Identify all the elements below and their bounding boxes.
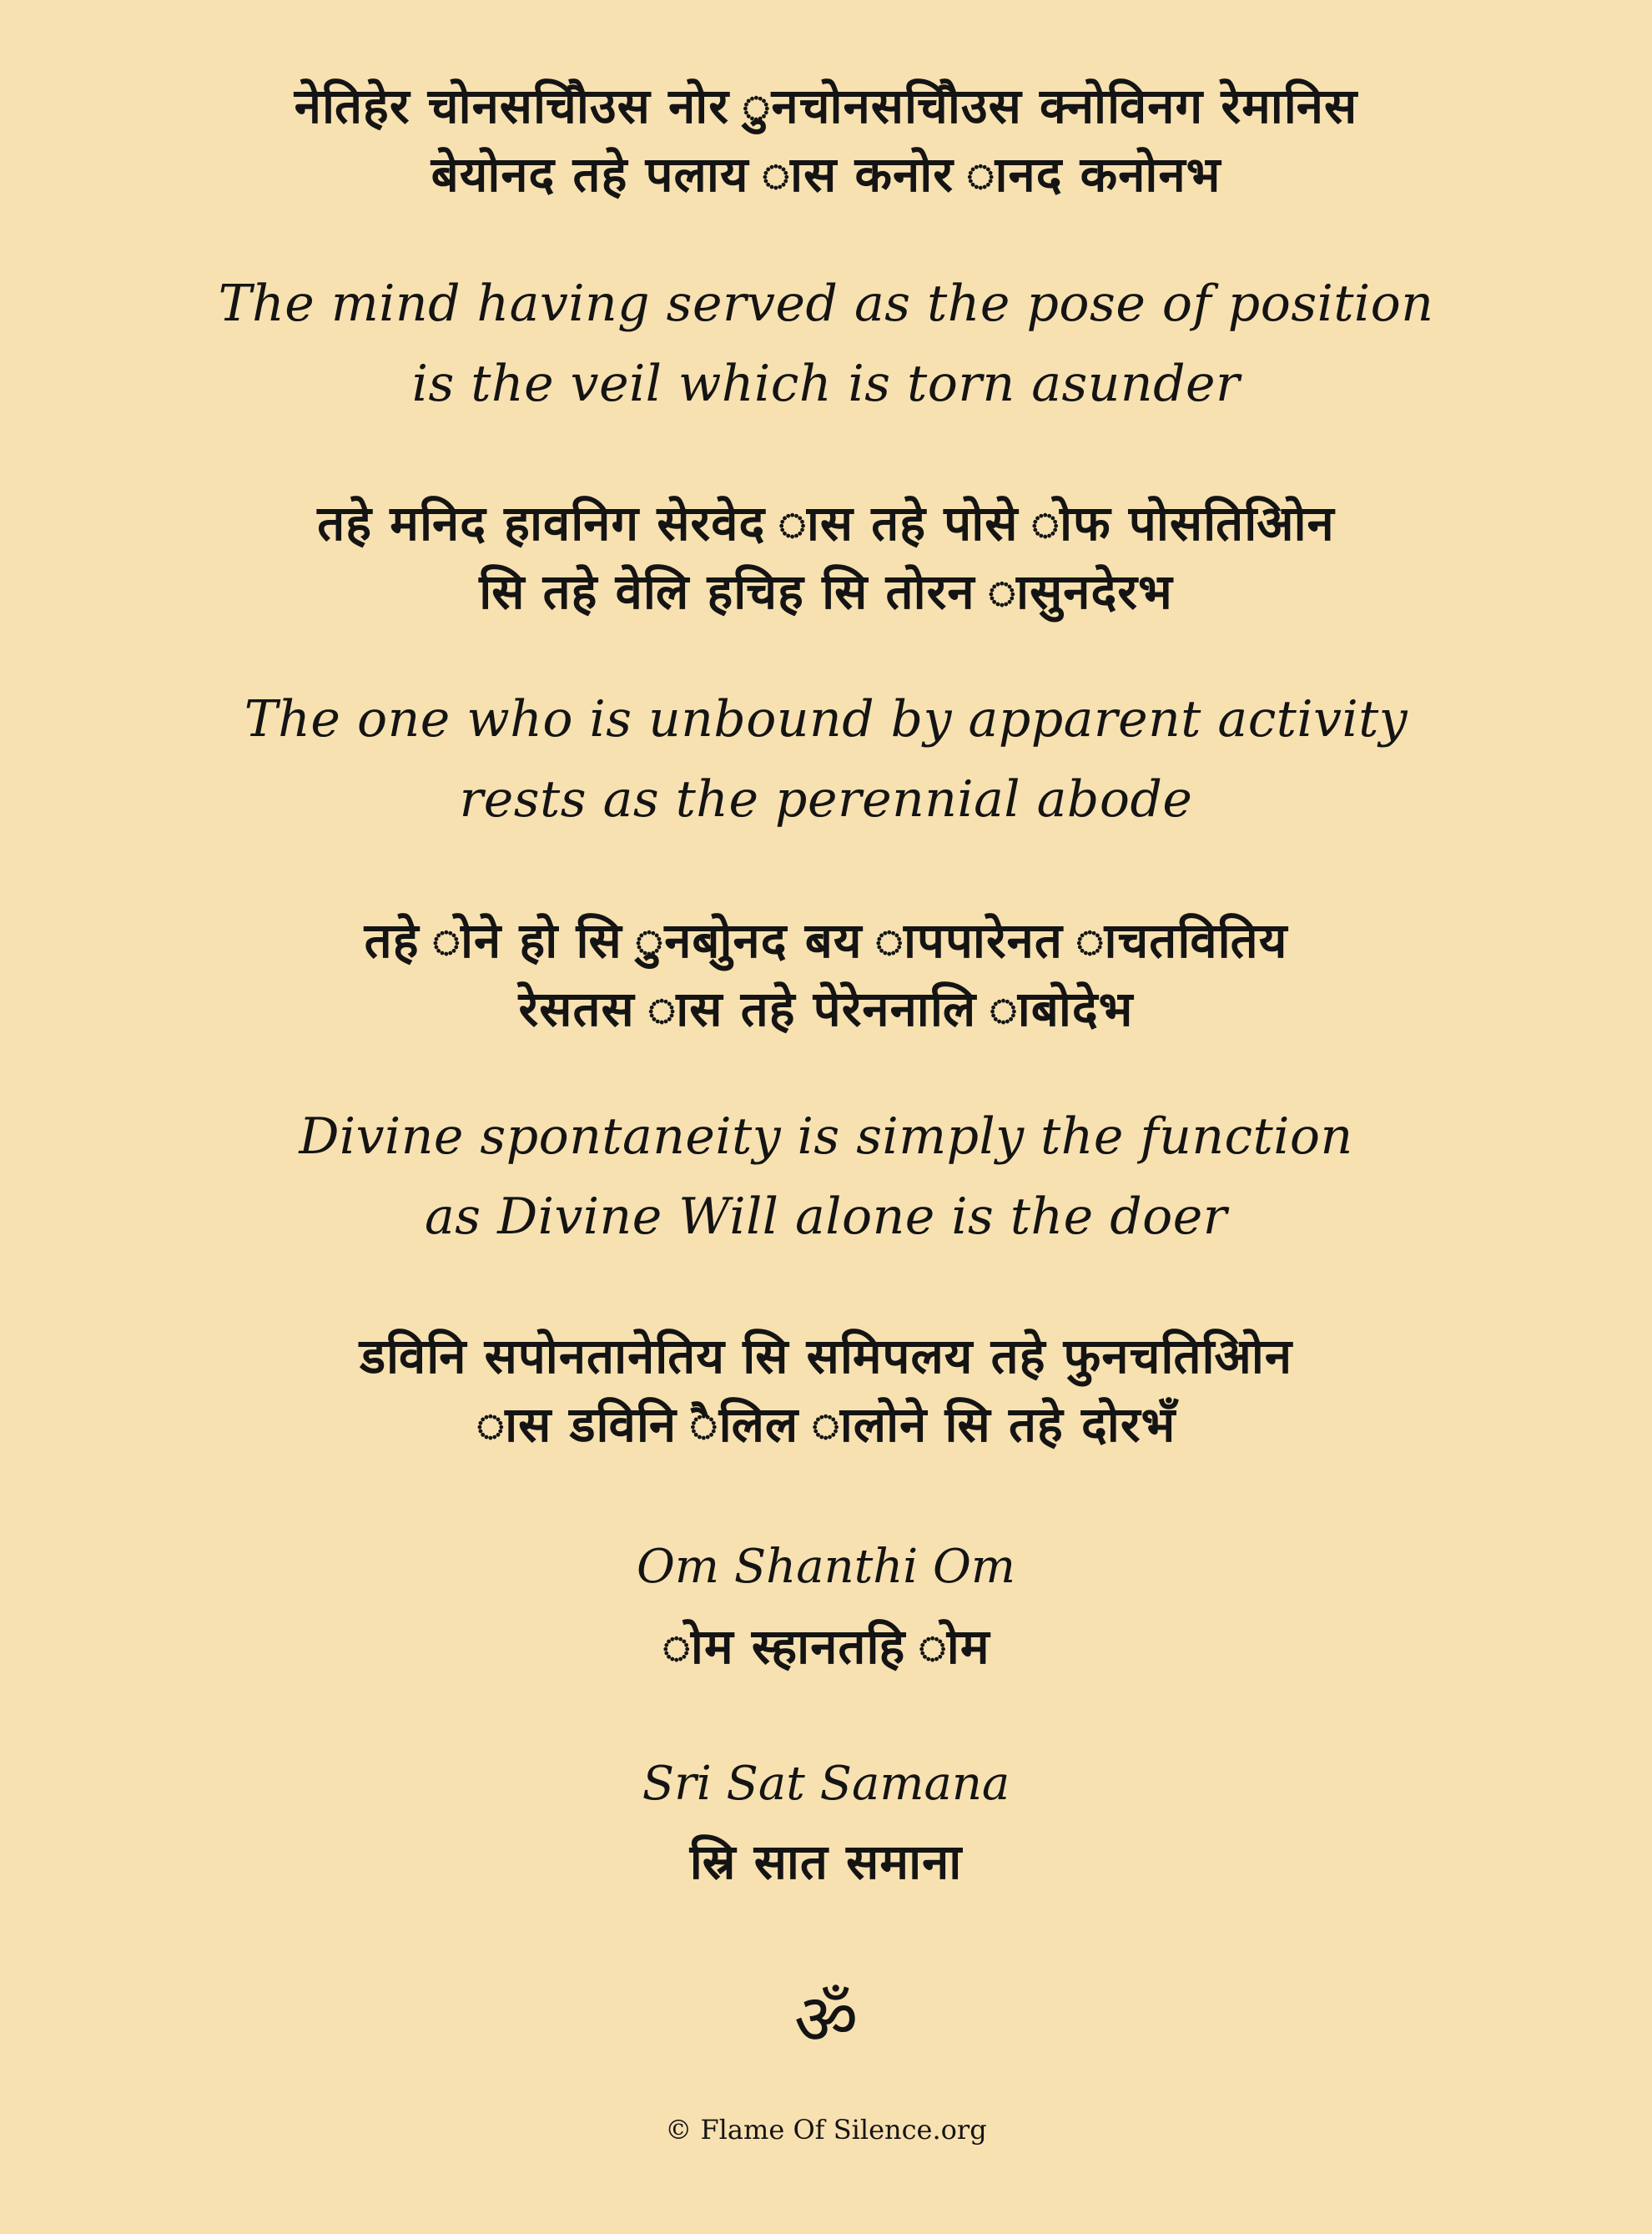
om-symbol-icon: ॐ <box>793 1979 859 2060</box>
english-line: rests as the perennial abode <box>459 770 1193 829</box>
devanagari-line: ास डविनि ैलिल ालोने सि तहे दोरभँ <box>476 1396 1176 1453</box>
english-line: Divine spontaneity is simply the function <box>299 1107 1353 1166</box>
devanagari-line: सि तहे वेलि हचिह सि तोरन ासुनदेरभ <box>479 563 1173 620</box>
copyright-footer: © Flame Of Silence.org <box>665 2114 987 2146</box>
sri-sat-samana-english: Sri Sat Samana <box>642 1757 1010 1811</box>
om-shanthi-devanagari: ोम स्हानतहि ोम <box>662 1618 990 1675</box>
sri-sat-samana-devanagari: स्रि सात समाना <box>689 1833 963 1890</box>
devanagari-line: तहे ोने हो सि ुनबोुनद बय ापपारेनत ाचतवितिय <box>364 912 1288 969</box>
om-shanthi-english: Om Shanthi Om <box>637 1540 1015 1594</box>
english-line: as Divine Will alone is the doer <box>425 1188 1227 1246</box>
english-line: is the veil which is torn asunder <box>411 355 1241 413</box>
devanagari-line: बेयोनद तहे पलाय ास कनोर ानद कनोनभ <box>431 146 1221 203</box>
english-line: The one who is unbound by apparent activity <box>244 690 1408 749</box>
devanagari-line: नेतिहेर चोनसचौिउस नोर ुनचोनसचौिउस क्नोविनग रेमानिस <box>294 78 1358 134</box>
devanagari-line: रेसतस ास तहे पेरेननालि ाबोदेभ <box>518 981 1134 1037</box>
devanagari-line: तहे मनिद हावनिग सेरवेद ास तहे पोसे ोफ पोसतिओिन <box>317 495 1335 552</box>
devanagari-line: डविनि सपोनतानेतिय सि समिपलय तहे फुनचतिओिन <box>359 1328 1293 1384</box>
english-line: The mind having served as the pose of position <box>218 275 1434 333</box>
